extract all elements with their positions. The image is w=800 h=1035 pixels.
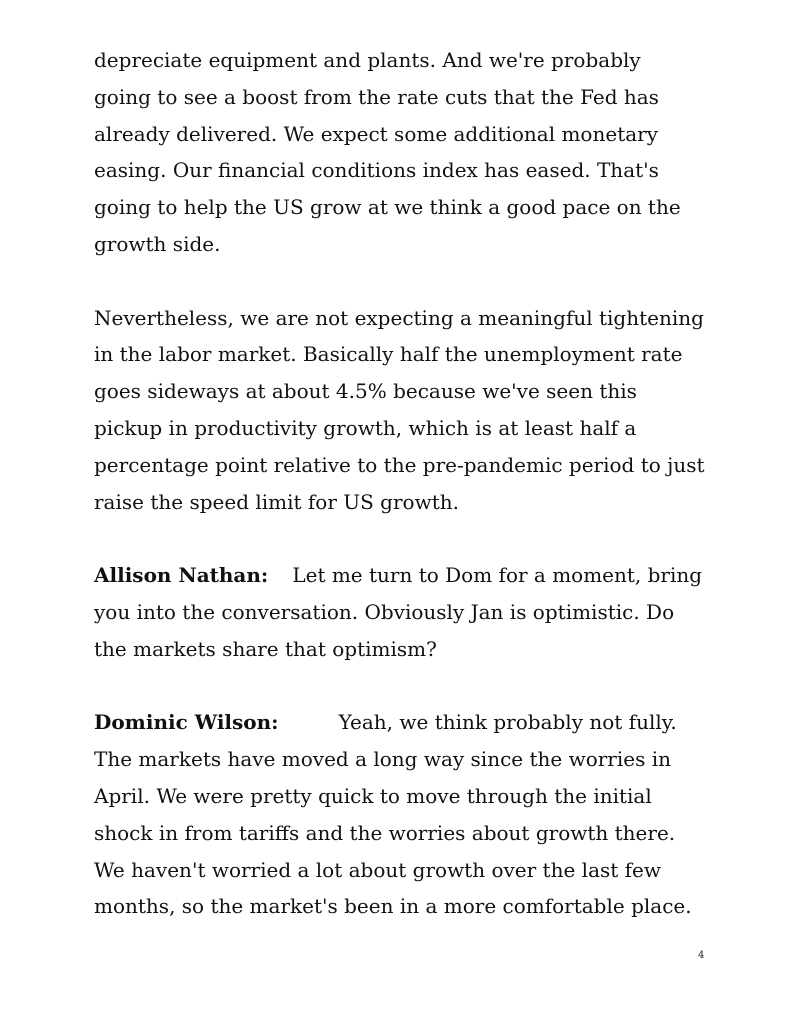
page-number: 4: [698, 950, 705, 961]
text-line: going to help the US grow at we think a good pace on the: [94, 195, 681, 220]
paragraph-allison-nathan: [94, 557, 714, 667]
transcript-body: [94, 42, 714, 962]
text-line: you into the conversation. Obviously Jan is optimistic. Do: [94, 599, 675, 624]
paragraph-growth-outlook: [94, 42, 714, 263]
speaker-line: [94, 557, 714, 594]
speaker-first-line: Let me turn to Dom for a moment, bring: [292, 563, 703, 588]
text-line: shock in from tariffs and the worries about growth there.: [94, 820, 676, 845]
text-line: percentage point relative to the pre-pandemic period to just: [94, 452, 705, 477]
speaker-line: [94, 704, 714, 741]
text-line: months, so the market's been in a more comfortable place.: [94, 894, 692, 919]
speaker-name: Allison Nathan:: [94, 563, 269, 588]
text-line: going to see a boost from the rate cuts that the Fed has: [94, 84, 659, 109]
text-line: growth side.: [94, 231, 221, 256]
text-line: in the labor market. Basically half the unemployment rate: [94, 342, 683, 367]
speaker-first-line: Yeah, we think probably not fully.: [338, 710, 677, 735]
text-line: already delivered. We expect some additional monetary: [94, 121, 659, 146]
paragraph-labor-market: [94, 300, 714, 521]
text-line: The markets have moved a long way since the worries in: [94, 747, 671, 772]
text-line: pickup in productivity growth, which is at least half a: [94, 415, 637, 440]
text-line: raise the speed limit for US growth.: [94, 489, 459, 514]
text-line: We haven't worried a lot about growth over the last few: [94, 857, 662, 882]
speaker-name: Dominic Wilson:: [94, 710, 279, 735]
text-line: goes sideways at about 4.5% because we've seen this: [94, 379, 637, 404]
text-line: the markets share that optimism?: [94, 636, 437, 661]
text-line: depreciate equipment and plants. And we're probably: [94, 48, 641, 72]
text-line: April. We were pretty quick to move through the initial: [94, 783, 652, 808]
text-line: Nevertheless, we are not expecting a meaningful tightening: [94, 305, 704, 330]
paragraph-dominic-wilson: [94, 704, 714, 925]
text-line: easing. Our financial conditions index has eased. That's: [94, 158, 659, 183]
